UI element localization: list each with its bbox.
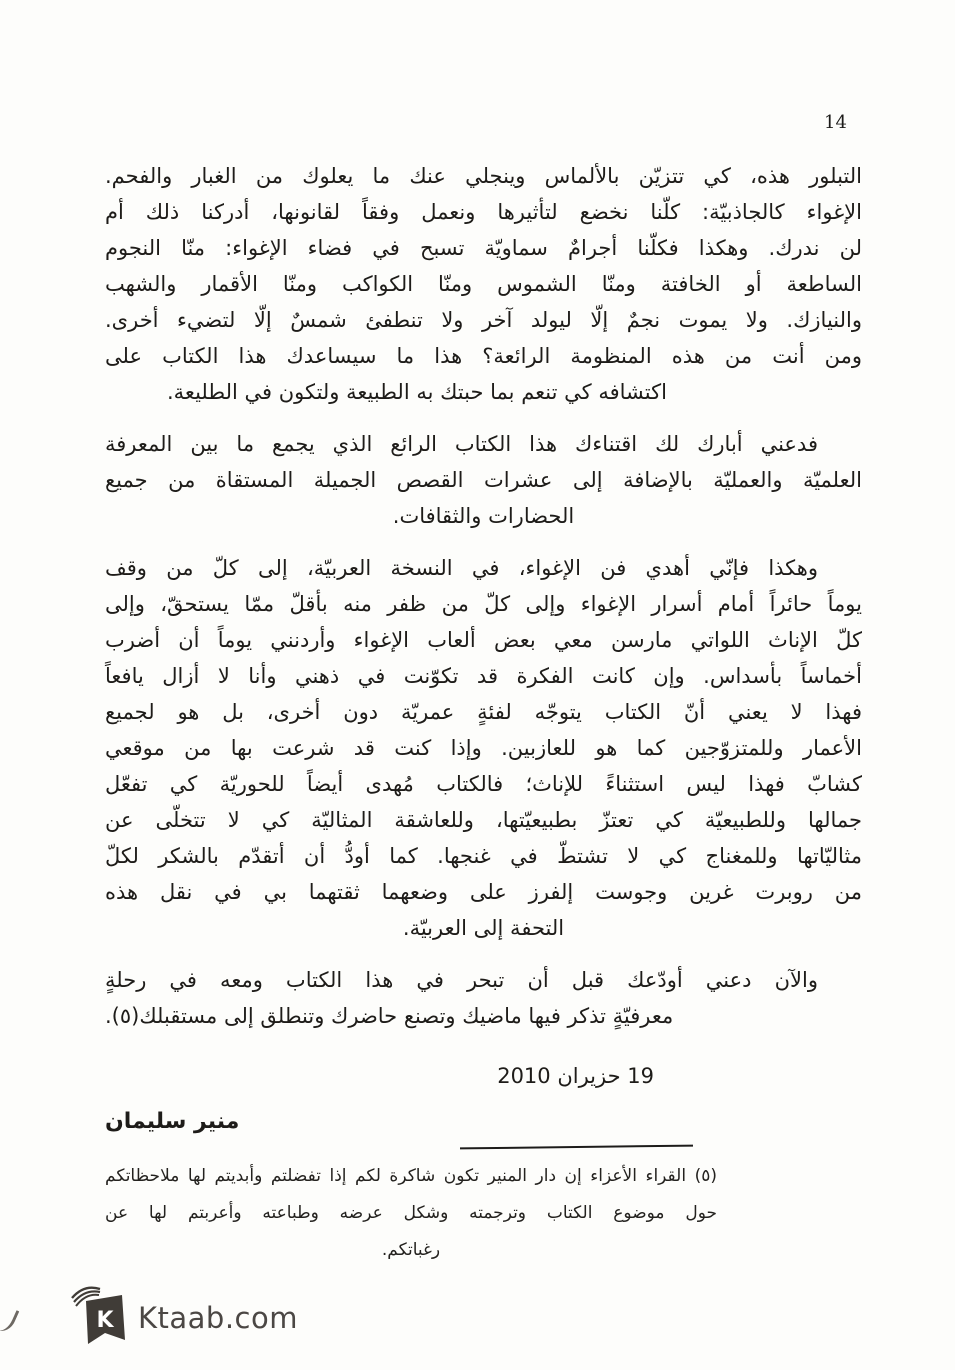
text-line: التبلور هذه، كي تتزيّن بالألماس وينجلي عنك ما يعلوك من الغبار والفحم. xyxy=(105,164,862,188)
text-line: كلّ الإناث اللواتي مارسن معي بعض ألعاب الإغواء وأردنني يوماً أن أضرب xyxy=(105,628,862,652)
text-line: من روبرت غرين وجوست إلفرز على وضعهما ثقتهما بي في نقل هذه xyxy=(105,880,862,904)
text-line: أخماساً بأسداس. وإن كانت الفكرة قد تكوّنت في ذهني وأنا لا أزال يافعاً xyxy=(105,664,862,688)
book-logo-icon xyxy=(70,1282,128,1348)
text-line: معرفيّةٍ تذكر فيها ماضيك وتصنع حاضرك وتنطلق إلى مستقبلك(٥). xyxy=(105,1004,674,1028)
text-line: (٥) القراء الأعزاء إن دار المنير تكون شاكرة لكم إذا تفضلتم وأبديتم لها ملاحظاتكم xyxy=(105,1166,717,1186)
ktaab-brand xyxy=(70,1282,298,1348)
footnote xyxy=(105,1158,717,1269)
logo-letter: K xyxy=(96,1308,114,1333)
main-text xyxy=(105,158,862,1140)
text-line: العلميّة والعمليّة بالإضافة إلى عشرات القصص الجميلة المستقاة من جميع xyxy=(105,468,862,492)
text-line: والآن دعني أودّعك قبل أن تبحر في هذا الكتاب ومعه في رحلةٍ xyxy=(105,968,818,992)
text-line: التحفة إلى العربيّة. xyxy=(402,916,565,940)
text-line: الساطعة أو الخافتة ومنّا الشموس ومنّا الكواكب ومنّا الأقمار والشهب xyxy=(105,272,862,296)
text-line: وهكذا فإنّي أهدي فن الإغواء، في النسخة العربيّة، إلى كلّ من وقف xyxy=(105,556,818,580)
text-line: ومن أنت من هذه المنظومة الرائعة؟ هذا ما سيساعدك هذا الكتاب على xyxy=(105,344,862,368)
author-signature: منير سليمان xyxy=(105,1109,240,1134)
date-line: 19 حزيران 2010 xyxy=(497,1064,654,1088)
page-edge-mark xyxy=(0,1303,19,1335)
text-line: كشابّ فهذا ليس استثناءً للإناث؛ فالكتاب مُهدى أيضاً للحوريّة كي تفعّل xyxy=(105,772,862,796)
ktaab-brand-text: Ktaab.com xyxy=(138,1301,298,1335)
text-line: فدعني أبارك لك اقتناءك هذا الكتاب الرائع الذي يجمع ما بين المعرفة xyxy=(105,432,818,456)
text-line: حول موضوع الكتاب وترجمته وشكل عرضه وطباعته وأعربتم لها عن xyxy=(105,1203,717,1223)
text-line: والنيازك. ولا يموت نجمٌ إلّا ليولد آخر ولا تنطفئ شمسٌ إلّا لتضيء أخرى. xyxy=(105,308,862,332)
text-line: لن ندرك. وهكذا فكلّنا أجرامٌ سماويّة تسبح في فضاء الإغواء: منّا النجوم xyxy=(105,236,862,260)
text-line: مثاليّاتها وللمغناج كي لا تشتطّ في غنجها. كما أودُّ أن أتقدّم بالشكر لكلّ xyxy=(105,844,862,868)
text-line: اكتشافه كي تنعم بما حبتك به الطبيعة ولتكون في الطليعة. xyxy=(167,380,667,404)
text-line: فهذا لا يعني أنّ الكتاب يتوجّه لفئةٍ عمريّة دون أخرى، بل هو لجميع xyxy=(105,700,862,724)
text-line: الإغواء كالجاذبيّة: كلّنا نخضع لتأثيرها ونعمل وفقاً لقانونها، أدركنا ذلك أم xyxy=(105,200,862,224)
text-line: رغباتكم. xyxy=(381,1240,441,1260)
text-line: الحضارات والثقافات. xyxy=(392,504,575,528)
text-line: الأعمار وللمتزوّجين كما هو للعازبين. وإذا كنت قد شرعت بها من موقعي xyxy=(105,736,862,760)
text-line: جمالها وللطبيعيّة كي تعتزّ بطبيعيّتها، وللعاشقة المثاليّة كي لا تتخلّى عن xyxy=(105,808,862,832)
page-number: 14 xyxy=(824,112,847,133)
main-text-lines xyxy=(105,158,862,1034)
text-line: يوماً حائراً أمام أسرار الإغواء وإلى كلّ من ظفر منه بأقلّ ممّا يستحقّ، وإلى xyxy=(105,592,862,616)
footnote-separator xyxy=(460,1145,693,1150)
footnote-lines xyxy=(105,1158,717,1269)
